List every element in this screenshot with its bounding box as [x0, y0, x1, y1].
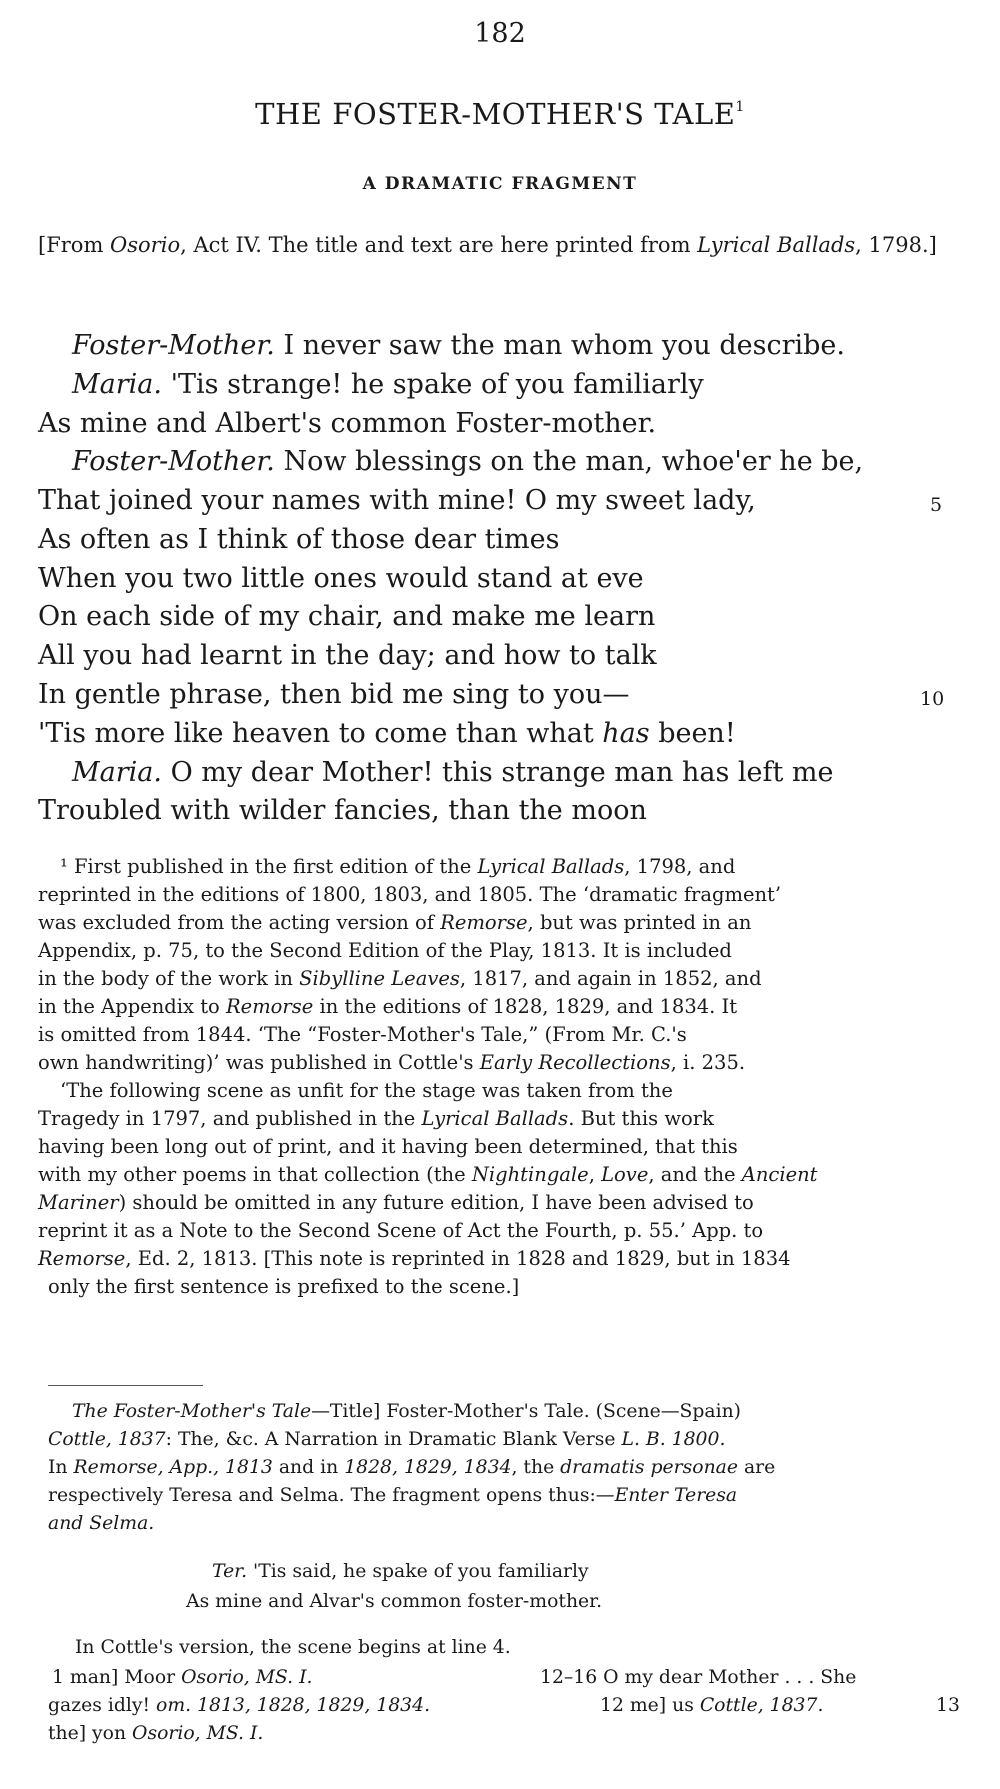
footnote-line: only the first sentence is prefixed to the scene.]: [48, 1275, 520, 1298]
footnote-line: was excluded from the acting version of Remorse, but was printed in an: [38, 911, 752, 934]
footnote-line: ¹ First published in the first edition of the Lyrical Ballads, 1798, and: [60, 855, 736, 878]
variant-line: the] yon Osorio, MS. I.: [48, 1723, 264, 1744]
verse-line: That joined your names with mine! O my sweet lady,: [38, 485, 756, 516]
variant-line: 1 man] Moor Osorio, MS. I.: [52, 1667, 313, 1688]
footnote-marker: 1: [735, 99, 745, 115]
footnote-line: in the Appendix to Remorse in the editions of 1828, 1829, and 1834. It: [38, 995, 738, 1018]
verse-line: In gentle phrase, then bid me sing to you—: [38, 679, 630, 710]
footnote-line: having been long out of print, and it having been determined, that this: [38, 1135, 738, 1158]
poem-subtitle: A DRAMATIC FRAGMENT: [362, 174, 638, 194]
quoted-verse: As mine and Alvar's common foster-mother.: [186, 1591, 603, 1612]
variant-line: gazes idly! om. 1813, 1828, 1829, 1834.: [48, 1695, 431, 1716]
variant-line: 12 me] us Cottle, 1837.: [600, 1695, 824, 1716]
footnote-line: reprint it as a Note to the Second Scene of Act the Fourth, p. 55.’ App. to: [38, 1219, 764, 1242]
line-number: 5: [930, 494, 943, 516]
verse-line: On each side of my chair, and make me learn: [38, 601, 656, 632]
footnote-line: own handwriting)’ was published in Cottle's Early Recollections, i. 235.: [38, 1051, 746, 1074]
verse-line: When you two little ones would stand at eve: [38, 563, 644, 594]
verse-line: Troubled with wilder fancies, than the moon: [38, 795, 647, 826]
variant-line: In Remorse, App., 1813 and in 1828, 1829, 1834, the dramatis personae are: [48, 1457, 776, 1478]
footnote-line: with my other poems in that collection (the Nightingale, Love, and the Ancient: [38, 1163, 818, 1186]
verse-line: All you had learnt in the day; and how to talk: [38, 640, 657, 671]
verse-line: 'Tis more like heaven to come than what has been!: [38, 718, 736, 749]
verse-line: As often as I think of those dear times: [38, 524, 560, 555]
footnote-line: is omitted from 1844. ‘The “Foster-Mother's Tale,” (From Mr. C.'s: [38, 1023, 687, 1046]
variant-line: 12–16 O my dear Mother . . . She: [540, 1667, 857, 1688]
source-note: [From Osorio, Act IV. The title and text are here printed from Lyrical Ballads, 1798.]: [38, 233, 937, 257]
footnote-line: Remorse, Ed. 2, 1813. [This note is reprinted in 1828 and 1829, but in 1834: [38, 1247, 791, 1270]
verse-line: As mine and Albert's common Foster-mother.: [38, 408, 657, 439]
variant-line: The Foster-Mother's Tale—Title] Foster-Mother's Tale. (Scene—Spain): [72, 1401, 742, 1422]
footnote-line: Mariner) should be omitted in any future edition, I have been advised to: [38, 1191, 754, 1214]
verse-line: Maria. 'Tis strange! he spake of you familiarly: [72, 369, 704, 400]
verse-line: Maria. O my dear Mother! this strange man has left me: [72, 757, 834, 788]
poem-title: [0, 97, 1000, 131]
footnote-line: in the body of the work in Sibylline Leaves, 1817, and again in 1852, and: [38, 967, 762, 990]
quoted-verse: Ter. 'Tis said, he spake of you familiarly: [212, 1561, 589, 1582]
variant-line: and Selma.: [48, 1513, 155, 1534]
footnote-line: reprinted in the editions of 1800, 1803, and 1805. The ‘dramatic fragment’: [38, 883, 782, 906]
verse-line: Foster-Mother. Now blessings on the man, whoe'er he be,: [72, 446, 864, 477]
section-divider: [48, 1385, 203, 1386]
variant-line: respectively Teresa and Selma. The fragment opens thus:—Enter Teresa: [48, 1485, 738, 1506]
page-number: 182: [474, 18, 526, 49]
footnote-line: Appendix, p. 75, to the Second Edition of the Play, 1813. It is included: [38, 939, 732, 962]
footnote-line: ‘The following scene as unfit for the stage was taken from the: [60, 1079, 673, 1102]
footnote-line: Tragedy in 1797, and published in the Lyrical Ballads. But this work: [38, 1107, 714, 1130]
verse-line: Foster-Mother. I never saw the man whom you describe.: [72, 330, 845, 361]
variant-line: In Cottle's version, the scene begins at line 4.: [75, 1637, 511, 1658]
line-number: 13: [936, 1695, 960, 1716]
poem-title-text: THE FOSTER-MOTHER'S TALE: [255, 97, 736, 131]
line-number: 10: [920, 688, 945, 710]
variant-line: Cottle, 1837: The, &c. A Narration in Dramatic Blank Verse L. B. 1800.: [48, 1429, 726, 1450]
